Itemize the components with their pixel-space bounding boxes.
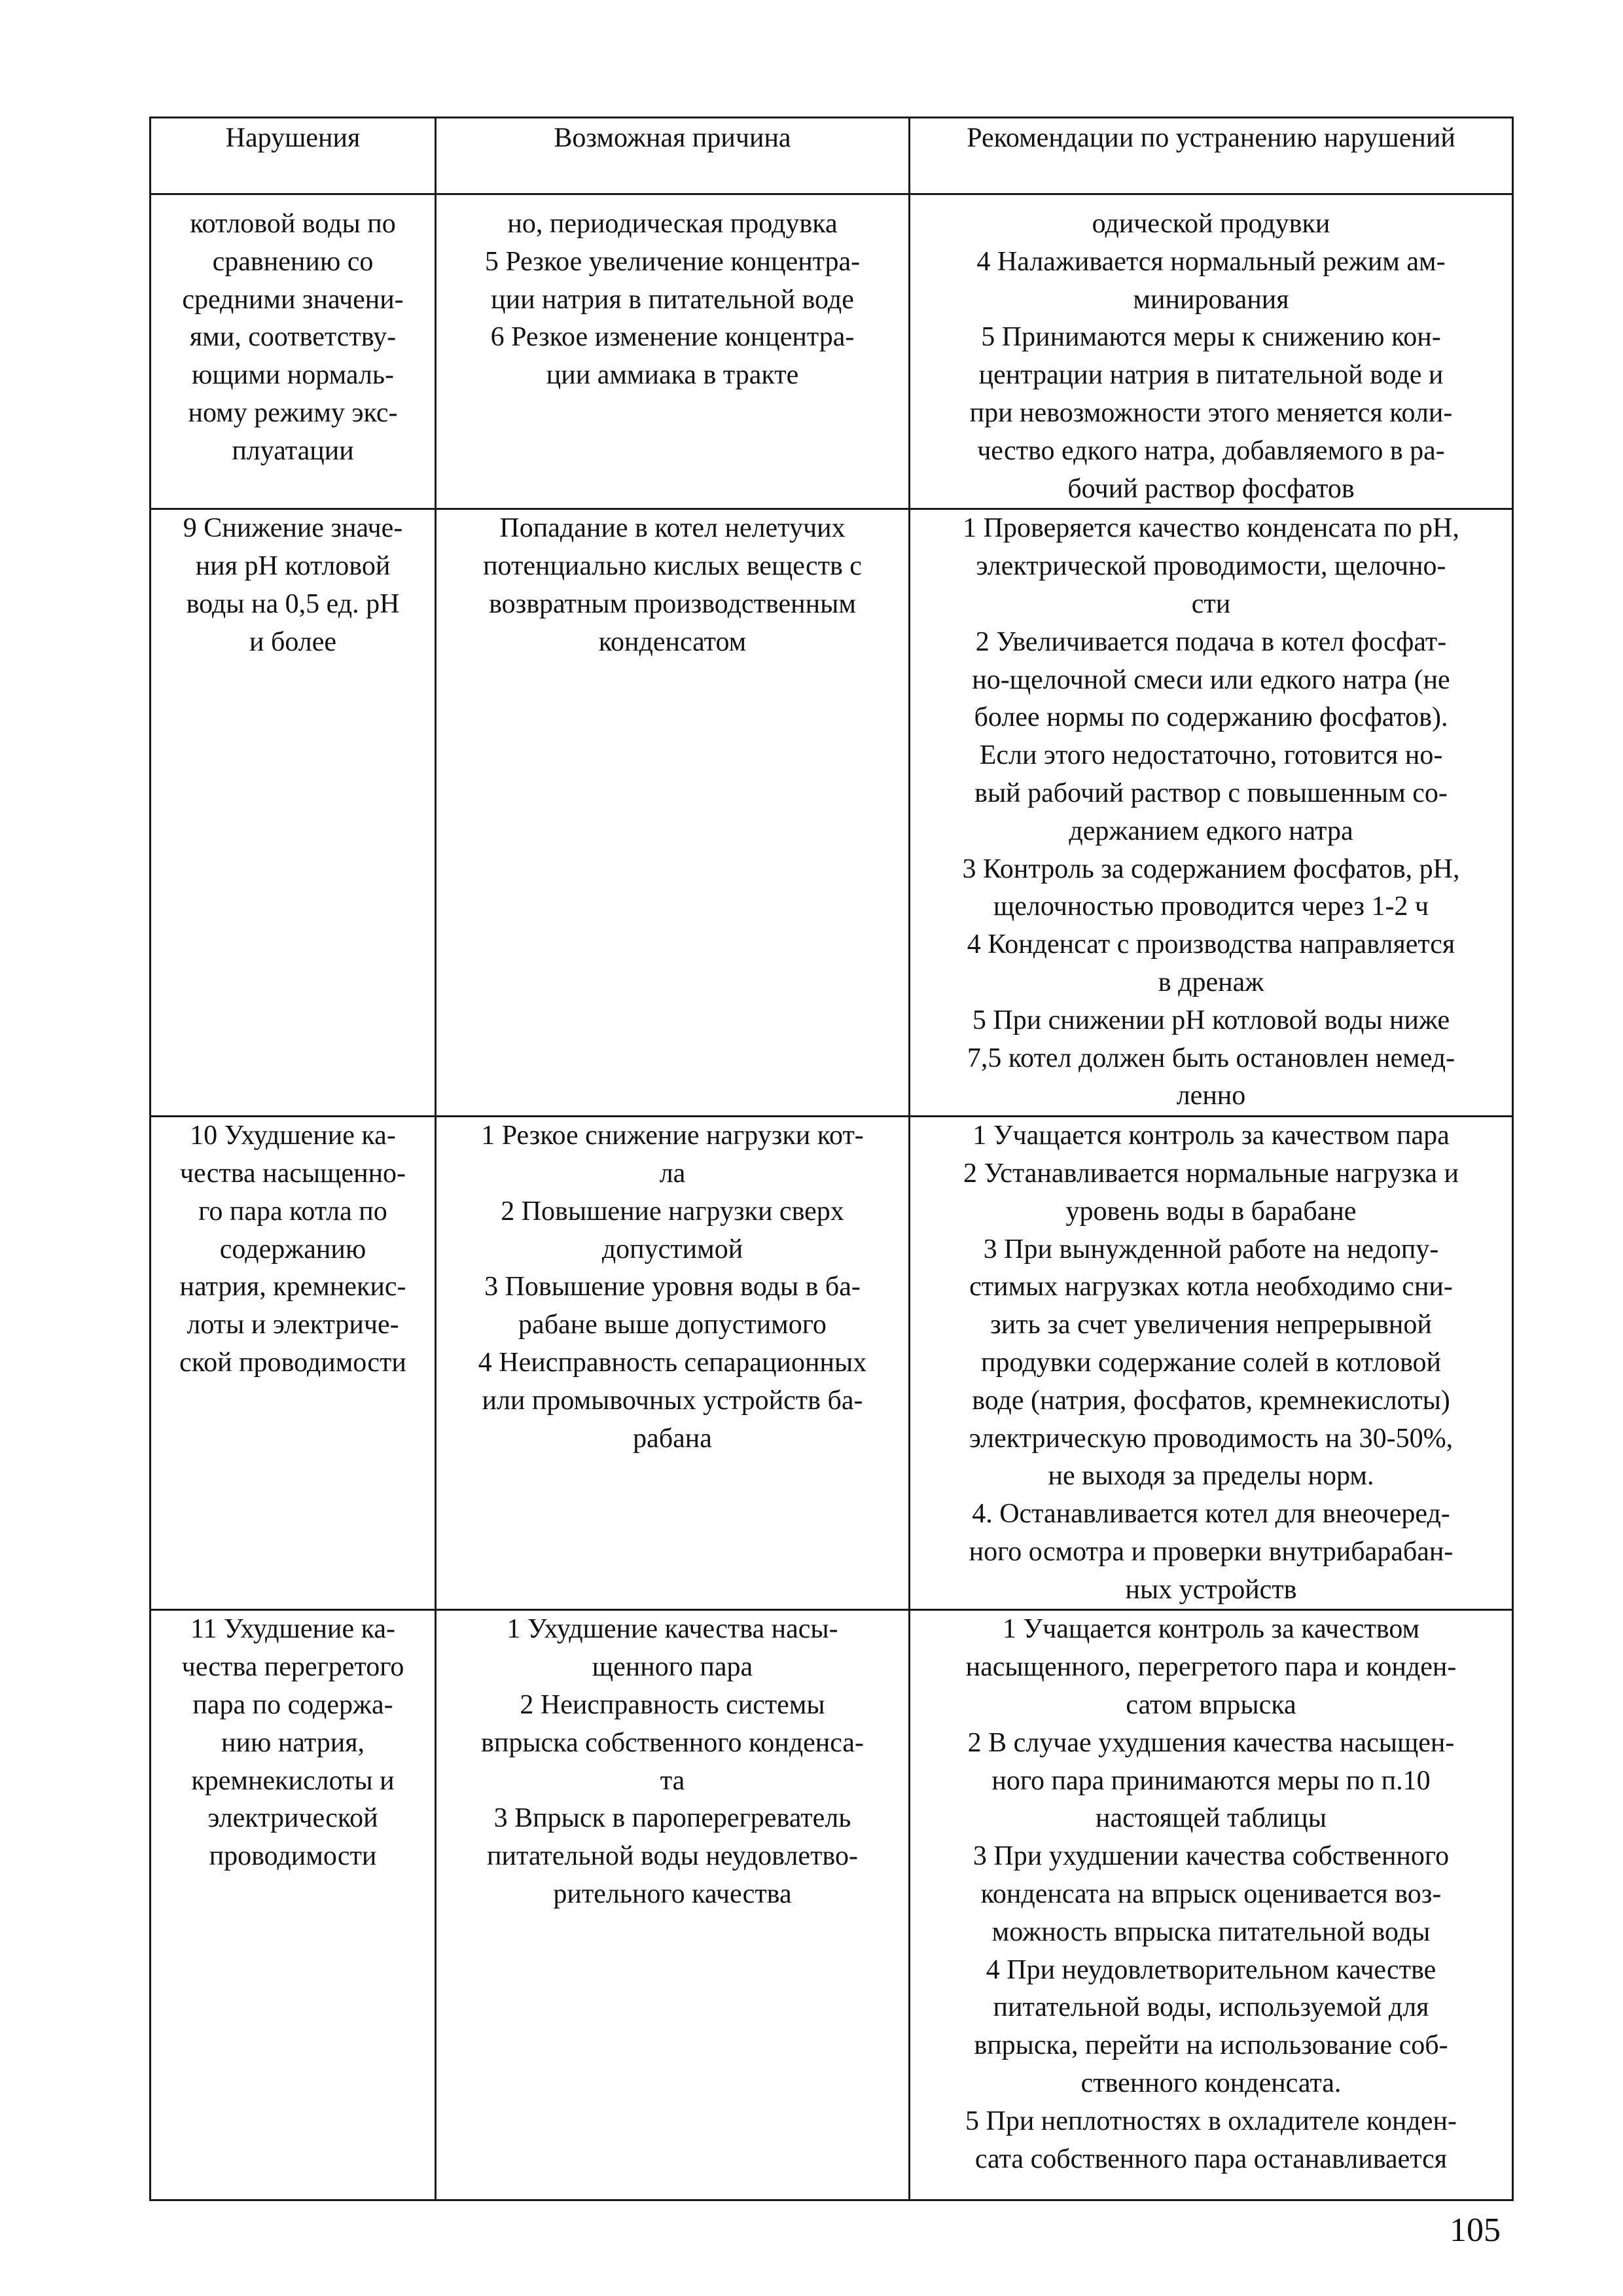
- cell-text-line: электрической проводимости, щелочно-: [976, 551, 1446, 582]
- cell-text-line: настоящей таблицы: [1095, 1803, 1327, 1834]
- cell-text-line: 1 Учащается контроль за качеством пара: [972, 1121, 1450, 1151]
- cell-text-line: держанием едкого натра: [1069, 816, 1353, 846]
- cell-text-line: щенного пара: [592, 1652, 753, 1683]
- cell-text-line: 2 Увеличивается подача в котел фосфат-: [975, 626, 1447, 657]
- cell-text-line: 3 При вынужденной работе на недопу-: [983, 1234, 1439, 1265]
- cell-text-line: чества насыщенно-: [179, 1158, 406, 1189]
- cell-text-line: возвратным производственным: [489, 588, 856, 619]
- cell-text-line: одической продувки: [1092, 209, 1330, 239]
- cell-text-line: конденсата на впрыск оценивается воз-: [980, 1879, 1442, 1910]
- cell-text-line: допустимой: [601, 1234, 743, 1265]
- cell-text-line: ния pH котловой: [195, 551, 391, 582]
- cell-text-line: 5 При неплотностях в охладителе конден-: [965, 2106, 1457, 2136]
- cell-text-line: но, периодическая продувка: [507, 209, 838, 239]
- cell-text-line: рительного качества: [553, 1879, 792, 1910]
- cell-text-line: Если этого недостаточно, готовится но-: [979, 740, 1443, 771]
- cell-text-line: 4 Конденсат с производства направляется: [967, 929, 1455, 960]
- cell-text-line: ла: [659, 1158, 686, 1189]
- header-recommendations: Рекомендации по устранению нарушений: [910, 118, 1513, 194]
- table-header-row: [151, 118, 1513, 194]
- cell-text-line: чество едкого натра, добавляемого в ра-: [977, 435, 1445, 466]
- header-possible-cause: Возможная причина: [436, 118, 910, 194]
- cause-cell: [436, 194, 910, 509]
- cell-text-line: питательной воды, используемой для: [993, 1992, 1429, 2023]
- cell-text-line: 4. Останавливается котел для внеочеред-: [972, 1499, 1450, 1530]
- cell-text-line: 7,5 котел должен быть остановлен немед-: [967, 1043, 1455, 1073]
- cell-text-line: зить за счет увеличения непрерывной: [990, 1310, 1432, 1340]
- cell-text-line: та: [660, 1765, 685, 1796]
- cell-text-line: 9 Снижение значе-: [183, 513, 403, 544]
- cell-text-line: воды на 0,5 ед. pH: [186, 588, 400, 619]
- cell-text-line: 6 Резкое изменение концентра-: [490, 322, 855, 353]
- cell-text-line: сравнению со: [212, 246, 374, 277]
- cell-text-line: 2 Устанавливается нормальные нагрузка и: [963, 1158, 1459, 1189]
- cell-text-line: го пара котла по: [198, 1196, 387, 1227]
- cell-text-line: бочий раствор фосфатов: [1067, 473, 1355, 504]
- cell-text-line: уровень воды в барабане: [1065, 1196, 1357, 1227]
- cell-text-line: 2 Неисправность системы: [520, 1690, 825, 1721]
- cell-text-line: проводимости: [209, 1841, 377, 1872]
- table-row: [151, 1117, 1513, 1610]
- cell-text-line: в дренаж: [1158, 967, 1264, 997]
- recommendation-cell: [910, 509, 1513, 1117]
- cell-text-line: 1 Учащается контроль за качеством: [1002, 1614, 1420, 1645]
- recommendation-cell: [910, 1610, 1513, 2200]
- cell-text-line: ного осмотра и проверки внутрибарабан-: [969, 1536, 1454, 1567]
- cell-text-line: впрыска, перейти на использование соб-: [974, 2030, 1448, 2061]
- violation-cell: [151, 1117, 436, 1610]
- cell-text-line: 11 Ухудшение ка-: [190, 1614, 396, 1645]
- cell-text-line: 4 Неисправность сепарационных: [478, 1347, 867, 1378]
- cell-text-line: насыщенного, перегретого пара и конден-: [965, 1652, 1457, 1683]
- cell-text-line: 2 В случае ухудшения качества насыщен-: [967, 1727, 1455, 1758]
- cell-text-line: содержанию: [219, 1234, 366, 1265]
- cell-text-line: 3 При ухудшении качества собственного: [972, 1841, 1450, 1872]
- cell-text-line: плуатации: [232, 435, 354, 466]
- cause-cell: [436, 509, 910, 1117]
- cell-text-line: котловой воды по: [190, 209, 396, 239]
- recommendation-cell: [910, 1117, 1513, 1610]
- cell-text-line: сатом впрыска: [1126, 1690, 1296, 1721]
- cell-text-line: сти: [1191, 588, 1231, 619]
- header-violations: Нарушения: [151, 118, 436, 194]
- cell-text-line: конденсатом: [598, 626, 747, 657]
- cell-text-line: минирования: [1133, 284, 1289, 315]
- cell-text-line: натрия, кремнекис-: [179, 1272, 406, 1302]
- violation-cell: [151, 194, 436, 509]
- cell-text-line: стимых нагрузках котла необходимо сни-: [969, 1272, 1453, 1302]
- cell-text-line: питательной воды неудовлетво-: [487, 1841, 858, 1872]
- cell-text-line: ской проводимости: [179, 1347, 406, 1378]
- cell-text-line: средними значени-: [182, 284, 404, 315]
- cell-text-line: 5 Принимаются меры к снижению кон-: [981, 322, 1441, 353]
- cell-text-line: лоты и электриче-: [187, 1310, 399, 1340]
- cell-text-line: 4 При неудовлетворительном качестве: [986, 1954, 1436, 1985]
- cell-text-line: электрическую проводимость на 30-50%,: [969, 1423, 1454, 1454]
- cell-text-line: потенциально кислых веществ с: [483, 551, 862, 582]
- cell-text-line: кремнекислоты и: [191, 1765, 395, 1796]
- cell-text-line: ями, соответству-: [189, 322, 397, 353]
- violation-cell: [151, 1610, 436, 2200]
- cell-text-line: 1 Ухудшение качества насы-: [507, 1614, 838, 1645]
- cell-text-line: 5 При снижении pH котловой воды ниже: [972, 1005, 1450, 1035]
- recommendation-cell: [910, 194, 1513, 509]
- cell-text-line: 5 Резкое увеличение концентра-: [484, 246, 861, 277]
- cell-text-line: центрации натрия в питательной воде и: [978, 360, 1444, 391]
- cell-text-line: не выходя за пределы норм.: [1048, 1461, 1374, 1492]
- cell-text-line: 3 Впрыск в пароперегреватель: [493, 1803, 851, 1834]
- troubleshooting-table: [149, 117, 1514, 2201]
- table-row: [151, 509, 1513, 1117]
- cell-text-line: ции аммиака в тракте: [546, 360, 799, 391]
- cell-text-line: ющими нормаль-: [192, 360, 394, 391]
- cell-text-line: рабана: [633, 1423, 712, 1454]
- table-body: [151, 194, 1513, 2200]
- cell-text-line: 2 Повышение нагрузки сверх: [501, 1196, 844, 1227]
- cell-text-line: ных устройств: [1125, 1574, 1297, 1605]
- cell-text-line: воде (натрия, фосфатов, кремнекислоты): [972, 1385, 1450, 1416]
- cell-text-line: или промывочных устройств ба-: [482, 1385, 863, 1416]
- cell-text-line: электрической: [207, 1803, 378, 1834]
- cell-text-line: ственного конденсата.: [1080, 2068, 1342, 2099]
- cell-text-line: 3 Повышение уровня воды в ба-: [484, 1272, 861, 1302]
- cell-text-line: пара по содержа-: [192, 1690, 393, 1721]
- cell-text-line: но-щелочной смеси или едкого натра (не: [972, 664, 1450, 695]
- cause-cell: [436, 1610, 910, 2200]
- cell-text-line: щелочностью проводится через 1-2 ч: [993, 891, 1429, 922]
- cell-text-line: более нормы по содержанию фосфатов).: [974, 702, 1448, 733]
- cell-text-line: 1 Резкое снижение нагрузки кот-: [481, 1121, 864, 1151]
- cell-text-line: ленно: [1176, 1081, 1246, 1111]
- cell-text-line: чества перегретого: [181, 1652, 404, 1683]
- cell-text-line: при невозможности этого меняется коли-: [969, 397, 1453, 428]
- page-number: 105: [1450, 2212, 1501, 2249]
- table-row: [151, 1610, 1513, 2200]
- cell-text-line: впрыска собственного конденса-: [481, 1727, 864, 1758]
- cell-text-line: ного пара принимаются меры по п.10: [991, 1765, 1431, 1796]
- cell-text-line: и более: [249, 626, 337, 657]
- cell-text-line: сата собственного пара останавливается: [974, 2144, 1448, 2174]
- table-row: [151, 194, 1513, 509]
- cell-text-line: вый рабочий раствор с повышенным со-: [974, 778, 1448, 808]
- cell-text-line: Попадание в котел нелетучих: [499, 513, 846, 544]
- cell-text-line: ции натрия в питательной воде: [491, 284, 854, 315]
- cell-text-line: ному режиму экс-: [188, 397, 398, 428]
- cell-text-line: рабане выше допустимого: [518, 1310, 827, 1340]
- cell-text-line: 1 Проверяется качество конденсата по pH,: [963, 513, 1459, 544]
- cell-text-line: 4 Налаживается нормальный режим ам-: [976, 246, 1446, 277]
- violation-cell: [151, 509, 436, 1117]
- cell-text-line: 3 Контроль за содержанием фосфатов, pH,: [962, 853, 1460, 884]
- cause-cell: [436, 1117, 910, 1610]
- cell-text-line: нию натрия,: [221, 1727, 365, 1758]
- cell-text-line: можность впрыска питательной воды: [991, 1916, 1431, 1947]
- cell-text-line: продувки содержание солей в котловой: [980, 1347, 1442, 1378]
- cell-text-line: 10 Ухудшение ка-: [190, 1121, 396, 1151]
